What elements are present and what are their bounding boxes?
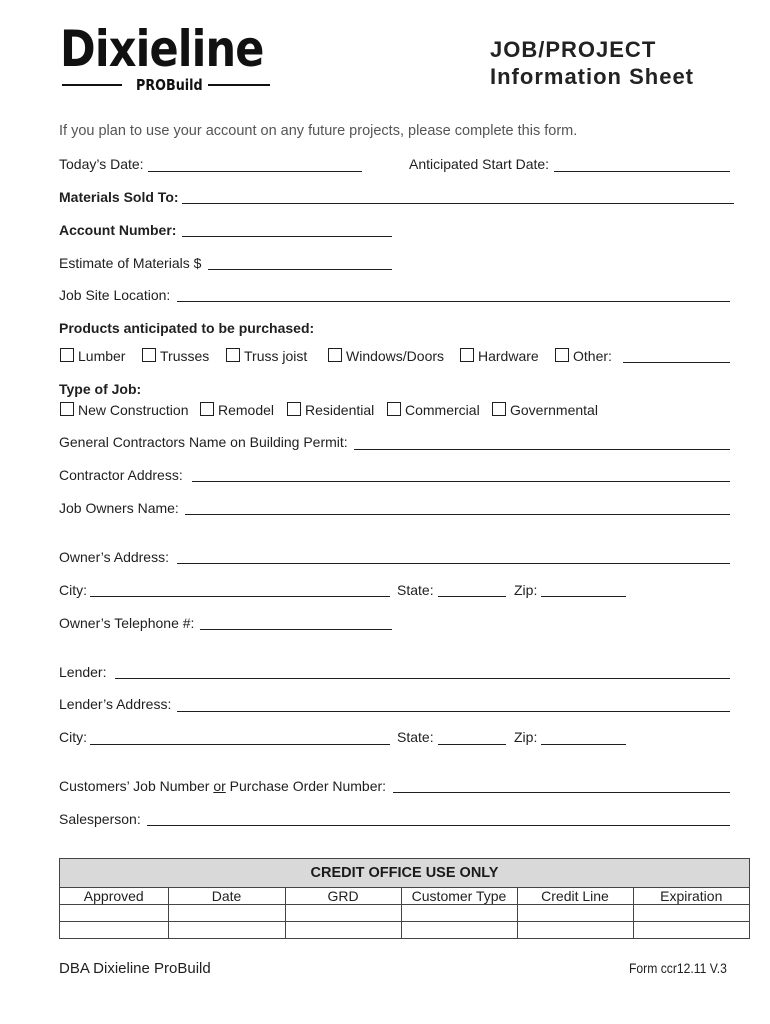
lender-city-field[interactable] bbox=[90, 744, 390, 745]
lenders-address-label: Lender’s Address: bbox=[59, 696, 172, 712]
footer-company-name: DBA Dixieline ProBuild bbox=[59, 960, 211, 977]
owners-address-field[interactable] bbox=[177, 563, 730, 564]
customers-job-number-label-post: Purchase Order Number: bbox=[225, 778, 387, 794]
estimate-label: Estimate of Materials $ bbox=[59, 255, 202, 271]
page-title-line2: Information Sheet bbox=[490, 64, 695, 89]
other-checkbox[interactable] bbox=[555, 348, 569, 362]
start-date-label: Anticipated Start Date: bbox=[409, 156, 550, 172]
hardware-label: Hardware bbox=[478, 348, 539, 364]
governmental-label: Governmental bbox=[510, 402, 598, 418]
products-heading: Products anticipated to be purchased: bbox=[59, 320, 315, 336]
approved-cell[interactable] bbox=[60, 905, 168, 922]
grd-cell[interactable] bbox=[285, 922, 401, 939]
expiration-cell[interactable] bbox=[633, 905, 749, 922]
owner-zip-field[interactable] bbox=[541, 596, 626, 597]
contractor-address-label: Contractor Address: bbox=[59, 467, 183, 483]
customers-job-number-field[interactable] bbox=[393, 792, 730, 793]
job-owners-name-field[interactable] bbox=[185, 514, 730, 515]
credit-office-table bbox=[59, 858, 750, 939]
credit-header-row bbox=[60, 888, 749, 905]
materials-sold-to-label: Materials Sold To: bbox=[59, 189, 179, 205]
logo-rule-right bbox=[208, 84, 270, 86]
footer-form-number: Form ccr12.11 V.3 bbox=[629, 961, 727, 976]
windows-doors-checkbox[interactable] bbox=[328, 348, 342, 362]
account-number-label: Account Number: bbox=[59, 222, 177, 238]
owners-telephone-field[interactable] bbox=[200, 629, 392, 630]
trusses-checkbox[interactable] bbox=[142, 348, 156, 362]
page-title-line1: JOB/PROJECT bbox=[490, 37, 657, 62]
credit-line-column-header: Credit Line bbox=[517, 888, 633, 905]
company-logo-subtitle: PROBuild bbox=[136, 76, 203, 94]
lender-state-field[interactable] bbox=[438, 744, 506, 745]
customer-type-cell[interactable] bbox=[401, 905, 517, 922]
credit-office-grid bbox=[60, 888, 749, 938]
customers-job-number-label bbox=[59, 778, 386, 795]
account-number-field[interactable] bbox=[182, 236, 392, 237]
approved-column-header: Approved bbox=[60, 888, 168, 905]
estimate-field[interactable] bbox=[208, 269, 392, 270]
date-column-header: Date bbox=[168, 888, 285, 905]
truss-joist-checkbox[interactable] bbox=[226, 348, 240, 362]
credit-office-heading: CREDIT OFFICE USE ONLY bbox=[60, 859, 749, 888]
commercial-checkbox[interactable] bbox=[387, 402, 401, 416]
table-row bbox=[60, 922, 749, 939]
contractor-address-field[interactable] bbox=[192, 481, 730, 482]
date-cell[interactable] bbox=[168, 922, 285, 939]
start-date-field[interactable] bbox=[554, 171, 730, 172]
hardware-checkbox[interactable] bbox=[460, 348, 474, 362]
company-logo-wordmark: Dixieline bbox=[60, 20, 264, 78]
windows-doors-label: Windows/Doors bbox=[346, 348, 445, 364]
salesperson-field[interactable] bbox=[147, 825, 730, 826]
new-construction-label: New Construction bbox=[78, 402, 189, 418]
expiration-cell[interactable] bbox=[633, 922, 749, 939]
date-cell[interactable] bbox=[168, 905, 285, 922]
lender-label: Lender: bbox=[59, 664, 107, 680]
new-construction-checkbox[interactable] bbox=[60, 402, 74, 416]
owner-zip-label: Zip: bbox=[514, 582, 538, 598]
lender-field[interactable] bbox=[115, 678, 730, 679]
grd-column-header: GRD bbox=[285, 888, 401, 905]
other-label: Other: bbox=[573, 348, 612, 364]
general-contractor-field[interactable] bbox=[354, 449, 730, 450]
remodel-checkbox[interactable] bbox=[200, 402, 214, 416]
truss-joist-label: Truss joist bbox=[244, 348, 308, 364]
intro-text: If you plan to use your account on any future projects, please complete this form. bbox=[59, 123, 578, 139]
owner-state-field[interactable] bbox=[438, 596, 506, 597]
job-site-label: Job Site Location: bbox=[59, 287, 171, 303]
residential-checkbox[interactable] bbox=[287, 402, 301, 416]
other-field[interactable] bbox=[623, 362, 730, 363]
logo-rule-left bbox=[62, 84, 122, 86]
customers-job-number-label-pre: Customers’ Job Number bbox=[59, 778, 214, 794]
todays-date-field[interactable] bbox=[148, 171, 362, 172]
lumber-label: Lumber bbox=[78, 348, 126, 364]
owners-telephone-label: Owner’s Telephone #: bbox=[59, 615, 195, 631]
lender-zip-label: Zip: bbox=[514, 729, 538, 745]
owners-address-label: Owner’s Address: bbox=[59, 549, 169, 565]
lumber-checkbox[interactable] bbox=[60, 348, 74, 362]
job-site-field[interactable] bbox=[177, 301, 730, 302]
residential-label: Residential bbox=[305, 402, 375, 418]
salesperson-label: Salesperson: bbox=[59, 811, 141, 827]
customers-job-number-label-or: or bbox=[213, 778, 226, 794]
commercial-label: Commercial bbox=[405, 402, 480, 418]
lender-city-label: City: bbox=[59, 729, 87, 745]
customer-type-cell[interactable] bbox=[401, 922, 517, 939]
owner-city-label: City: bbox=[59, 582, 87, 598]
todays-date-label: Today’s Date: bbox=[59, 156, 144, 172]
general-contractor-label: General Contractors Name on Building Permit: bbox=[59, 434, 348, 450]
lender-state-label: State: bbox=[397, 729, 434, 745]
expiration-column-header: Expiration bbox=[633, 888, 749, 905]
remodel-label: Remodel bbox=[218, 402, 275, 418]
materials-sold-to-field[interactable] bbox=[182, 203, 734, 204]
job-type-heading: Type of Job: bbox=[59, 381, 142, 397]
approved-cell[interactable] bbox=[60, 922, 168, 939]
trusses-label: Trusses bbox=[160, 348, 210, 364]
lender-zip-field[interactable] bbox=[541, 744, 626, 745]
governmental-checkbox[interactable] bbox=[492, 402, 506, 416]
grd-cell[interactable] bbox=[285, 905, 401, 922]
credit-line-cell[interactable] bbox=[517, 905, 633, 922]
owner-state-label: State: bbox=[397, 582, 434, 598]
owner-city-field[interactable] bbox=[90, 596, 390, 597]
credit-line-cell[interactable] bbox=[517, 922, 633, 939]
table-row bbox=[60, 905, 749, 922]
customer-type-column-header: Customer Type bbox=[401, 888, 517, 905]
lenders-address-field[interactable] bbox=[177, 711, 730, 712]
job-owners-name-label: Job Owners Name: bbox=[59, 500, 179, 516]
